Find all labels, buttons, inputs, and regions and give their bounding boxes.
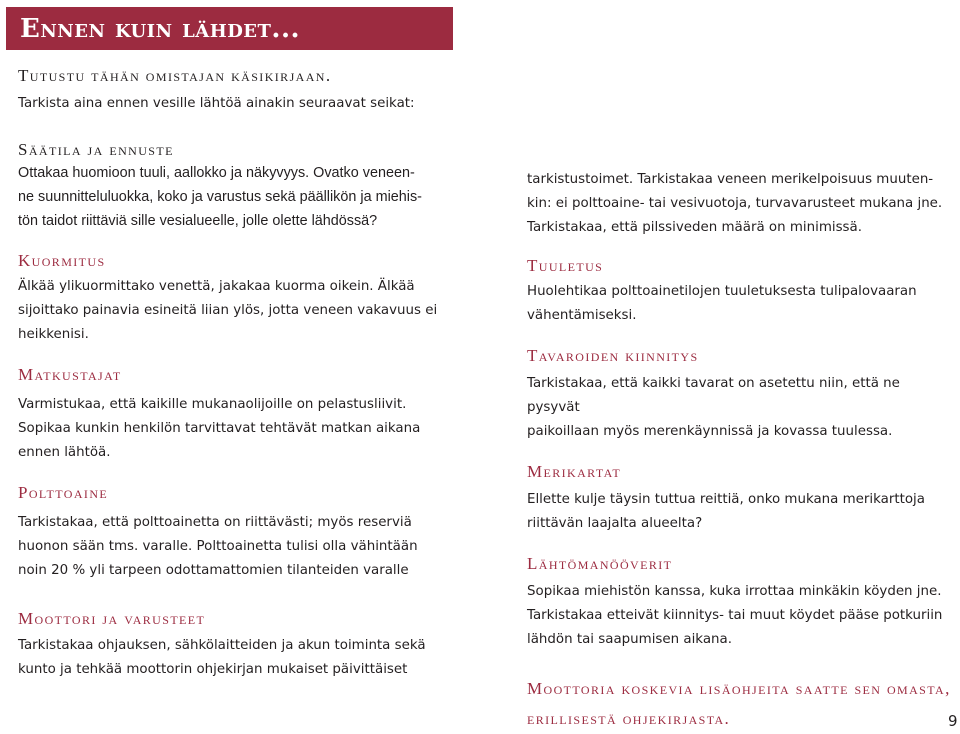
section-text: Ellette kulje täysin tuttua reittiä, onko mukana merikarttoja riittävän laajalta alueelta? bbox=[527, 492, 925, 531]
section-fuel bbox=[18, 483, 448, 583]
section-text: Tarkistakaa, että polttoainetta on riittävästi; myös reserviä huonon sään tms. varalle. Polttoainetta tulisi olla vähintään noin 20 % yli tarpeen odottamattomien tilanteiden varalle bbox=[18, 515, 418, 578]
section-heading: Tavaroiden kiinnitys bbox=[527, 346, 699, 365]
section-departure bbox=[527, 554, 952, 652]
section-text: Varmistukaa, että kaikille mukanaolijoille on pelastusliivit. Sopikaa kunkin henkilön tarvittavat tehtävät matkan aikana ennen lähtöä. bbox=[18, 397, 421, 460]
section-heading: Kuormitus bbox=[18, 251, 106, 270]
section-heading: Moottori ja varusteet bbox=[18, 609, 206, 628]
section-cargo bbox=[527, 346, 952, 444]
section-heading: Lähtömanööverit bbox=[527, 554, 673, 573]
page-number: 9 bbox=[948, 712, 958, 730]
section-heading: Matkustajat bbox=[18, 365, 122, 384]
section-text: Sopikaa miehistön kanssa, kuka irrottaa minkäkin köyden jne. Tarkistakaa etteivät kiinnitys- tai muut köydet pääse potkuriin lähdön tai saapumisen aikana. bbox=[527, 584, 943, 647]
section-weather bbox=[18, 140, 448, 233]
section-ventilation bbox=[527, 256, 952, 328]
section-text: Tarkistakaa ohjauksen, sähkölaitteiden ja akun toiminta sekä kunto ja tehkää moottorin ohjekirjan mukaiset päivittäiset bbox=[18, 638, 426, 677]
continued-text: tarkistustoimet. Tarkistakaa veneen merikelpoisuus muuten- kin: ei polttoaine- tai vesivuotoja, turvavarusteet mukana jne. Tarkistakaa, että pilssiveden määrä on minimissä. bbox=[527, 172, 943, 235]
section-passengers bbox=[18, 365, 448, 465]
section-charts bbox=[527, 462, 952, 536]
section-heading: Säätila ja ennuste bbox=[18, 140, 174, 159]
section-text: Tarkistakaa, että kaikki tavarat on asetettu niin, että ne pysyvät paikoillaan myös merenkäynnissä ja kovassa tuulessa. bbox=[527, 376, 900, 439]
closing-heading: Moottoria koskevia lisäohjeita saatte sen omasta, erillisestä ohjekirjasta. bbox=[527, 679, 951, 728]
intro-heading: Tutustu tähän omistajan käsikirjaan. bbox=[18, 66, 332, 85]
chapter-banner bbox=[6, 7, 453, 50]
right-column bbox=[527, 168, 952, 734]
section-text: Ottakaa huomioon tuuli, aallokko ja näkyvyys. Ovatko veneen- ne suunnitteluluokka, koko ja varustus sekä päällikön ja miehis- tön taidot riittäviä sille vesialueelle, jolle olette lähdössä? bbox=[18, 165, 422, 229]
intro-text: Tarkista aina ennen vesille lähtöä ainakin seuraavat seikat: bbox=[18, 96, 415, 111]
chapter-title: Ennen kuin lähdet... bbox=[20, 14, 301, 44]
section-heading: Tuuletus bbox=[527, 256, 604, 275]
section-text: Älkää ylikuormittako venettä, jakakaa kuorma oikein. Älkää sijoittako painavia esineitä liian ylös, jotta veneen vakavuus ei heikkenisi. bbox=[18, 279, 438, 342]
section-heading: Merikartat bbox=[527, 462, 622, 481]
section-load bbox=[18, 251, 448, 347]
intro-block bbox=[18, 66, 448, 116]
section-engine bbox=[18, 609, 448, 682]
section-heading: Polttoaine bbox=[18, 483, 109, 502]
left-column bbox=[18, 66, 448, 682]
section-text: Huolehtikaa polttoainetilojen tuuletuksesta tulipalovaaran vähentämiseksi. bbox=[527, 284, 917, 323]
